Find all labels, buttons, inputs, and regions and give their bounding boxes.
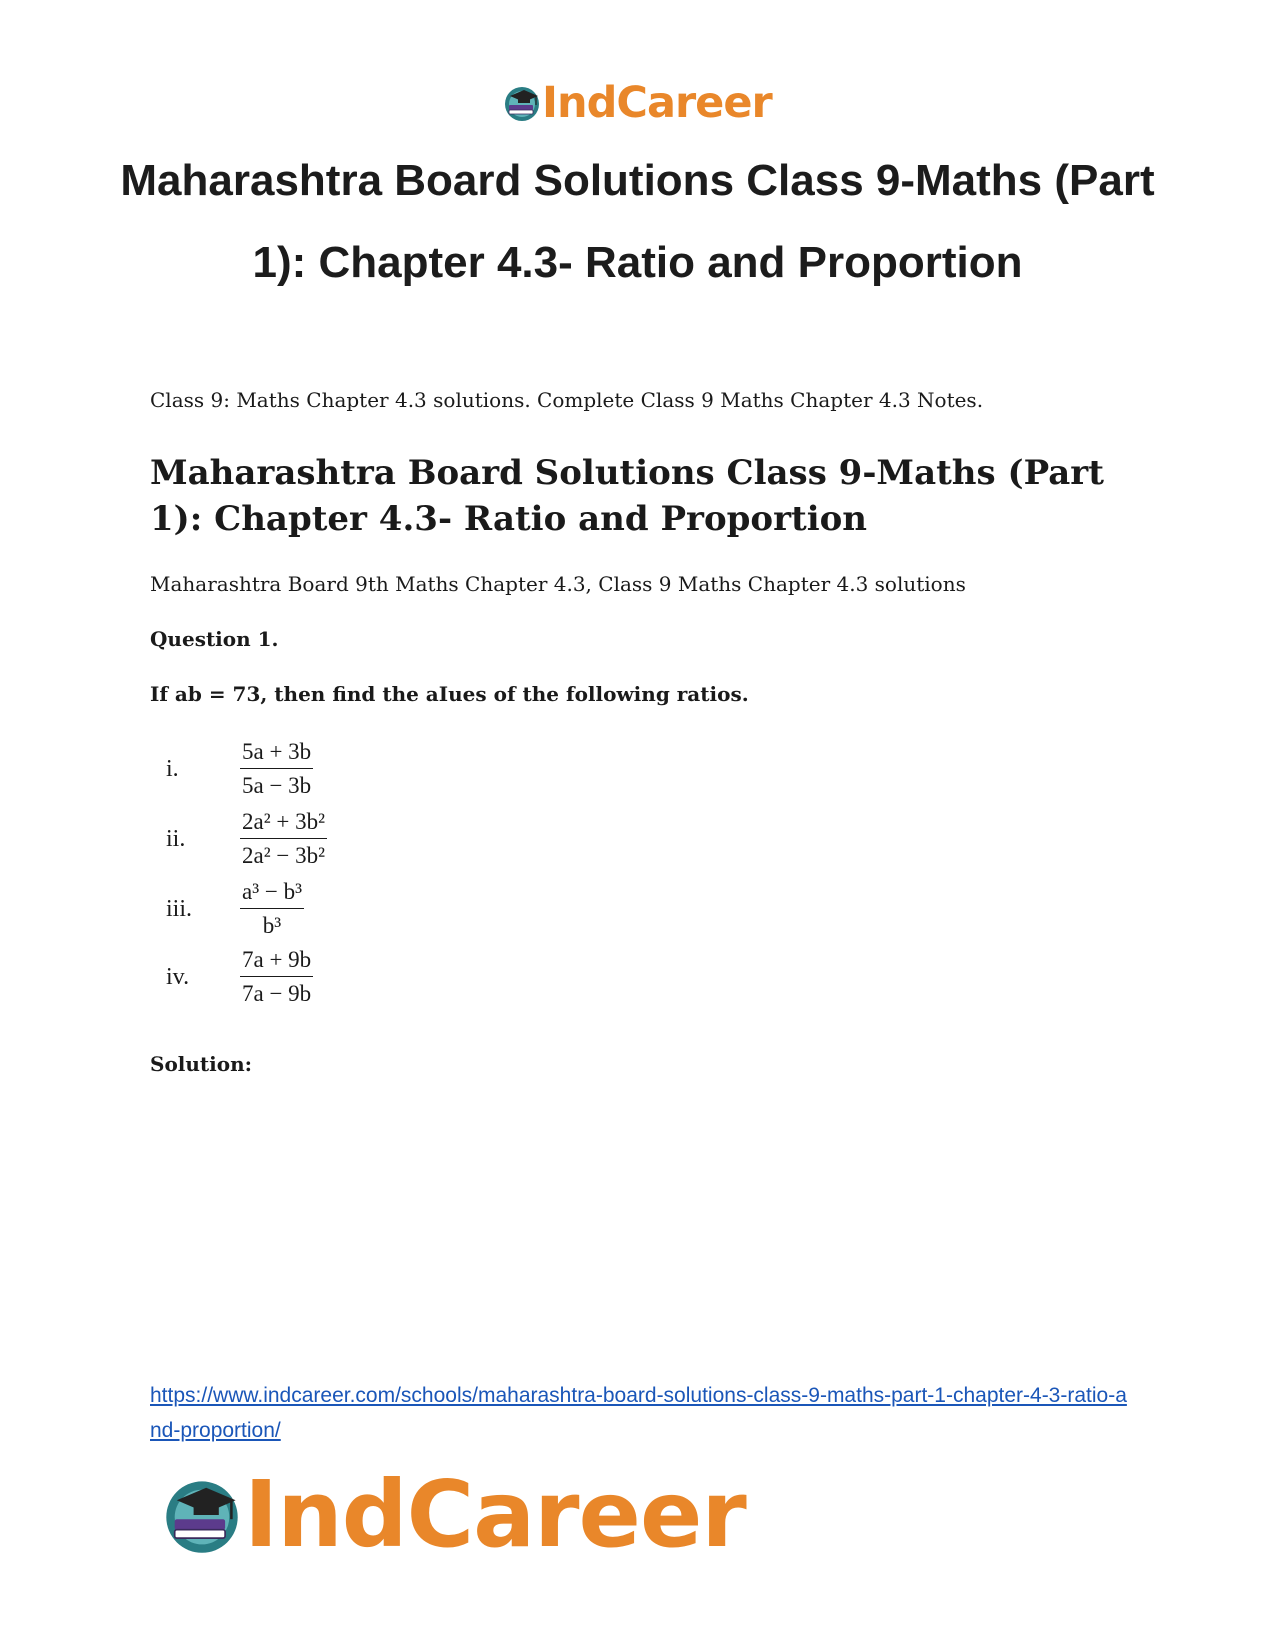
question-text: If ab = 73, then find the aIues of the following ratios. <box>150 682 749 706</box>
fraction <box>240 808 327 870</box>
brand-name: IndCareer <box>542 77 772 128</box>
item-number: iii. <box>166 896 193 922</box>
fraction <box>240 946 313 1008</box>
section-title: Maharashtra Board Solutions Class 9-Maths (Part 1): Chapter 4.3- Ratio and Proportion <box>150 453 1104 539</box>
fraction-numerator: 2a² + 3b² <box>240 808 327 839</box>
item-number: i. <box>166 756 179 782</box>
fraction-denominator: 2a² − 3b² <box>242 843 325 868</box>
solution-label: Solution: <box>150 1052 253 1076</box>
fraction-numerator: a³ − b³ <box>240 878 304 909</box>
fraction-numerator: 7a + 9b <box>240 946 313 977</box>
graduation-cap-icon <box>502 83 542 123</box>
fraction-numerator: 5a + 3b <box>240 738 313 769</box>
brand-name: IndCareer <box>244 1461 746 1568</box>
item-number: ii. <box>166 826 186 852</box>
section-subline: Maharashtra Board 9th Maths Chapter 4.3, Class 9 Maths Chapter 4.3 solutions <box>150 572 966 596</box>
intro-text: Class 9: Maths Chapter 4.3 solutions. Complete Class 9 Maths Chapter 4.3 Notes. <box>150 388 984 412</box>
fraction-denominator: 7a − 9b <box>242 981 312 1006</box>
footer-logo <box>160 1461 746 1568</box>
ratio-item <box>166 946 386 1008</box>
fraction-denominator: b³ <box>262 913 282 938</box>
graduation-cap-icon <box>160 1473 244 1557</box>
page-title: Maharashtra Board Solutions Class 9-Maths (Part 1): Chapter 4.3- Ratio and Proportion <box>120 156 1155 287</box>
ratio-item <box>166 738 386 800</box>
question-label: Question 1. <box>150 627 279 651</box>
ratio-item <box>166 808 386 870</box>
ratio-item <box>166 878 386 940</box>
item-number: iv. <box>166 964 190 990</box>
fraction-denominator: 5a − 3b <box>242 773 312 798</box>
fraction <box>240 878 304 940</box>
header-logo <box>502 77 772 128</box>
source-url-link[interactable]: https://www.indcareer.com/schools/maharashtra-board-solutions-class-9-maths-part-1-chapter-4-3-ratio-and-proportion/ <box>150 1384 1127 1442</box>
fraction <box>240 738 313 800</box>
